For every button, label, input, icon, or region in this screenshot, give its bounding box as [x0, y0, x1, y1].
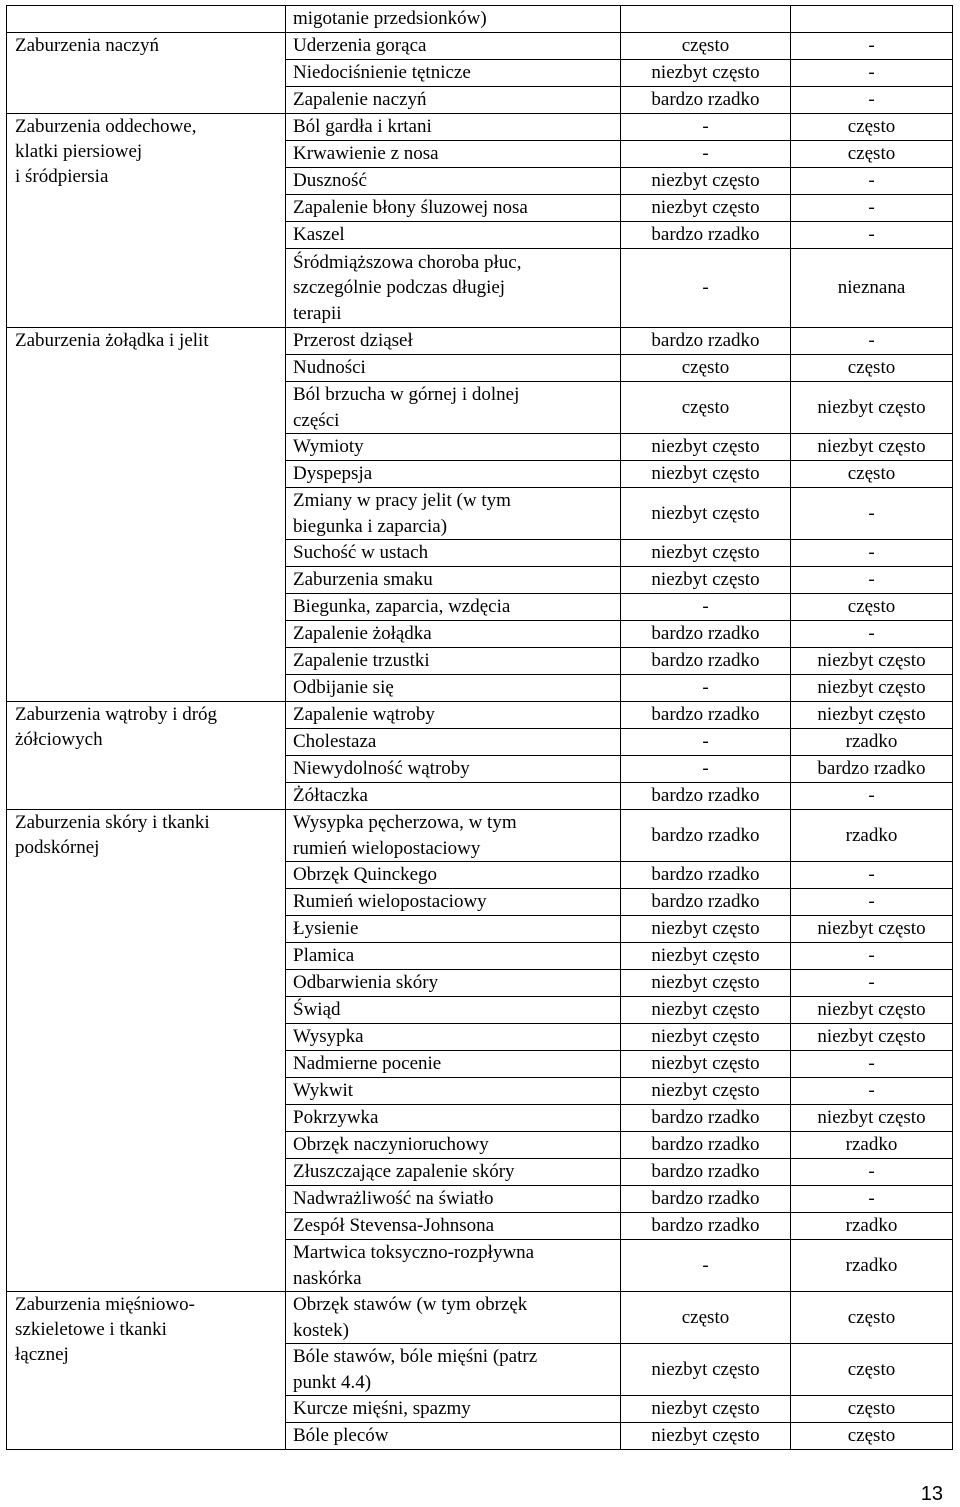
frequency-cell-1: niezbyt często: [621, 567, 791, 594]
frequency-cell-2: rzadko: [791, 810, 953, 862]
frequency-cell-2: -: [791, 783, 953, 810]
effect-text: kostek): [293, 1319, 349, 1341]
frequency-cell-1: niezbyt często: [621, 970, 791, 997]
effect-text: Obrzęk naczynioruchowy: [293, 1134, 489, 1156]
effect-cell: [286, 60, 621, 87]
frequency-cell-2: niezbyt często: [791, 434, 953, 461]
effect-text: Nudności: [293, 357, 366, 379]
frequency-cell-1: -: [621, 249, 791, 328]
page-number: 13: [920, 1482, 943, 1505]
frequency-cell-1: bardzo rzadko: [621, 1159, 791, 1186]
effect-text: Łysienie: [293, 918, 359, 940]
effect-text: Kurcze mięśni, spazmy: [293, 1398, 471, 1420]
frequency-cell-2: -: [791, 621, 953, 648]
frequency-cell-1: bardzo rzadko: [621, 222, 791, 249]
frequency-cell-2: często: [791, 461, 953, 488]
frequency-cell-2: często: [791, 114, 953, 141]
effect-cell: [286, 168, 621, 195]
frequency-cell-1: niezbyt często: [621, 488, 791, 540]
effect-text: Ból brzucha w górnej i dolnej: [293, 384, 520, 406]
frequency-cell-1: niezbyt często: [621, 997, 791, 1024]
table-row: [7, 810, 953, 862]
frequency-cell-1: bardzo rzadko: [621, 889, 791, 916]
frequency-cell-2: niezbyt często: [791, 648, 953, 675]
organ-class-label: Zaburzenia skóry i tkanki podskórnej: [15, 812, 210, 859]
effect-cell: [286, 675, 621, 702]
frequency-cell-2: -: [791, 328, 953, 355]
frequency-cell-2: -: [791, 195, 953, 222]
effect-text: Rumień wielopostaciowy: [293, 891, 487, 913]
effect-text: Śródmiąższowa choroba płuc,: [293, 252, 522, 274]
frequency-cell-2: -: [791, 567, 953, 594]
effect-text: Nadmierne pocenie: [293, 1053, 442, 1075]
effect-cell: [286, 328, 621, 355]
effect-cell: [286, 141, 621, 168]
organ-class-label: Zaburzenia oddechowe, klatki piersiowej i śródpiersia: [15, 116, 197, 188]
frequency-cell-1: niezbyt często: [621, 1396, 791, 1423]
frequency-cell-1: niezbyt często: [621, 60, 791, 87]
frequency-cell-1: bardzo rzadko: [621, 1105, 791, 1132]
effect-cell: [286, 355, 621, 382]
frequency-cell-1: niezbyt często: [621, 168, 791, 195]
table-row: [7, 33, 953, 60]
table-row: [7, 114, 953, 141]
frequency-cell-2: -: [791, 60, 953, 87]
frequency-cell-1: bardzo rzadko: [621, 648, 791, 675]
frequency-cell-2: [791, 6, 953, 33]
frequency-cell-1: -: [621, 756, 791, 783]
effect-text: Bóle stawów, bóle mięśni (patrz: [293, 1346, 538, 1368]
effect-cell: [286, 621, 621, 648]
frequency-cell-2: -: [791, 33, 953, 60]
effect-text: Cholestaza: [293, 731, 377, 753]
effect-cell: [286, 862, 621, 889]
effect-cell: [286, 87, 621, 114]
frequency-cell-2: rzadko: [791, 1213, 953, 1240]
effect-cell: [286, 1344, 621, 1396]
frequency-cell-2: -: [791, 168, 953, 195]
effect-text: Uderzenia gorąca: [293, 35, 427, 57]
effect-text: Suchość w ustach: [293, 542, 429, 564]
effect-cell: [286, 648, 621, 675]
effect-cell: [286, 889, 621, 916]
organ-class-cell: [7, 1292, 286, 1450]
organ-class-cell: [7, 33, 286, 114]
frequency-cell-2: -: [791, 488, 953, 540]
frequency-cell-2: niezbyt często: [791, 916, 953, 943]
organ-class-cell: [7, 702, 286, 810]
effect-cell: [286, 702, 621, 729]
frequency-cell-1: -: [621, 1240, 791, 1292]
frequency-cell-1: bardzo rzadko: [621, 702, 791, 729]
frequency-cell-2: -: [791, 862, 953, 889]
effect-cell: [286, 756, 621, 783]
effect-cell: [286, 1213, 621, 1240]
effect-cell: [286, 540, 621, 567]
effect-text: Żółtaczka: [293, 785, 368, 807]
organ-class-cell: [7, 6, 286, 33]
frequency-cell-1: -: [621, 114, 791, 141]
frequency-cell-2: -: [791, 1078, 953, 1105]
effect-text: części: [293, 409, 340, 431]
effect-cell: [286, 1159, 621, 1186]
frequency-cell-2: rzadko: [791, 1240, 953, 1292]
frequency-cell-2: -: [791, 222, 953, 249]
organ-class-cell: [7, 810, 286, 1292]
frequency-cell-1: niezbyt często: [621, 916, 791, 943]
frequency-cell-2: niezbyt często: [791, 1105, 953, 1132]
frequency-cell-1: niezbyt często: [621, 1078, 791, 1105]
effect-cell: [286, 943, 621, 970]
effect-text: Plamica: [293, 945, 355, 967]
frequency-cell-1: bardzo rzadko: [621, 810, 791, 862]
frequency-cell-1: niezbyt często: [621, 461, 791, 488]
effect-cell: [286, 1105, 621, 1132]
effect-cell: [286, 434, 621, 461]
frequency-cell-1: niezbyt często: [621, 1051, 791, 1078]
effect-text: Nadwrażliwość na światło: [293, 1188, 494, 1210]
effect-text: punkt 4.4): [293, 1371, 372, 1393]
effect-text: Pokrzywka: [293, 1107, 379, 1129]
effect-text: Zapalenie błony śluzowej nosa: [293, 197, 528, 219]
frequency-cell-1: -: [621, 675, 791, 702]
frequency-cell-1: niezbyt często: [621, 195, 791, 222]
frequency-cell-1: niezbyt często: [621, 540, 791, 567]
frequency-cell-1: często: [621, 382, 791, 434]
frequency-cell-2: często: [791, 141, 953, 168]
effect-text: Duszność: [293, 170, 367, 192]
frequency-cell-1: bardzo rzadko: [621, 783, 791, 810]
effect-text: Dyspepsja: [293, 463, 373, 485]
table-row: [7, 6, 953, 33]
effect-text: Wymioty: [293, 436, 364, 458]
table-row: [7, 328, 953, 355]
effect-text: Krwawienie z nosa: [293, 143, 439, 165]
frequency-cell-1: niezbyt często: [621, 434, 791, 461]
effect-text: Zaburzenia smaku: [293, 569, 433, 591]
frequency-cell-2: niezbyt często: [791, 997, 953, 1024]
frequency-cell-2: -: [791, 1051, 953, 1078]
effect-text: biegunka i zaparcia): [293, 515, 448, 537]
effect-text: Zmiany w pracy jelit (w tym: [293, 490, 511, 512]
frequency-cell-1: bardzo rzadko: [621, 87, 791, 114]
frequency-cell-2: często: [791, 1344, 953, 1396]
frequency-cell-2: -: [791, 970, 953, 997]
effect-cell: [286, 488, 621, 540]
frequency-cell-1: niezbyt często: [621, 943, 791, 970]
effect-cell: [286, 1292, 621, 1344]
frequency-cell-1: -: [621, 729, 791, 756]
frequency-cell-2: niezbyt często: [791, 675, 953, 702]
organ-class-label: Zaburzenia żołądka i jelit: [15, 330, 209, 351]
effect-text: Obrzęk stawów (w tym obrzęk: [293, 1294, 528, 1316]
adverse-effects-table: [6, 5, 953, 1450]
effect-cell: [286, 997, 621, 1024]
effect-text: Bóle pleców: [293, 1425, 389, 1447]
effect-cell: [286, 382, 621, 434]
effect-text: Wykwit: [293, 1080, 354, 1102]
effect-cell: [286, 1396, 621, 1423]
effect-text: Odbijanie się: [293, 677, 394, 699]
effect-cell: [286, 1423, 621, 1450]
organ-class-cell: [7, 114, 286, 328]
frequency-cell-1: często: [621, 33, 791, 60]
frequency-cell-2: -: [791, 87, 953, 114]
frequency-cell-1: bardzo rzadko: [621, 862, 791, 889]
effect-cell: [286, 1078, 621, 1105]
frequency-cell-2: -: [791, 943, 953, 970]
frequency-cell-1: często: [621, 1292, 791, 1344]
effect-text: Zapalenie żołądka: [293, 623, 432, 645]
effect-cell: [286, 970, 621, 997]
effect-text: naskórka: [293, 1267, 362, 1289]
effect-text: Zapalenie wątroby: [293, 704, 435, 726]
effect-cell: [286, 1051, 621, 1078]
organ-class-label: Zaburzenia naczyń: [15, 35, 159, 56]
effect-cell: [286, 33, 621, 60]
effect-text: szczególnie podczas długiej: [293, 277, 506, 299]
effect-cell: [286, 222, 621, 249]
effect-cell: [286, 916, 621, 943]
effect-cell: [286, 6, 621, 33]
frequency-cell-1: -: [621, 594, 791, 621]
effect-cell: [286, 810, 621, 862]
effect-text: terapii: [293, 302, 342, 324]
effect-text: Ból gardła i krtani: [293, 116, 432, 138]
frequency-cell-1: [621, 6, 791, 33]
frequency-cell-2: rzadko: [791, 729, 953, 756]
effect-text: Świąd: [293, 999, 341, 1021]
effect-text: Złuszczające zapalenie skóry: [293, 1161, 515, 1183]
organ-class-label: Zaburzenia wątroby i dróg żółciowych: [15, 704, 218, 751]
effect-text: Wysypka: [293, 1026, 364, 1048]
effect-cell: [286, 1132, 621, 1159]
effect-text: migotanie przedsionków): [293, 8, 487, 30]
frequency-cell-2: -: [791, 1186, 953, 1213]
effect-cell: [286, 783, 621, 810]
effect-cell: [286, 1240, 621, 1292]
effect-text: Kaszel: [293, 224, 345, 246]
frequency-cell-2: często: [791, 1292, 953, 1344]
frequency-cell-1: bardzo rzadko: [621, 1213, 791, 1240]
effect-text: Niedociśnienie tętnicze: [293, 62, 471, 84]
frequency-cell-2: często: [791, 1396, 953, 1423]
frequency-cell-1: niezbyt często: [621, 1344, 791, 1396]
effect-text: Zapalenie trzustki: [293, 650, 430, 672]
frequency-cell-2: niezbyt często: [791, 702, 953, 729]
frequency-cell-1: bardzo rzadko: [621, 1186, 791, 1213]
effect-cell: [286, 249, 621, 328]
frequency-cell-2: -: [791, 540, 953, 567]
effect-text: Zespół Stevensa-Johnsona: [293, 1215, 495, 1237]
effect-cell: [286, 1024, 621, 1051]
effect-text: Wysypka pęcherzowa, w tym: [293, 812, 517, 834]
frequency-cell-2: często: [791, 1423, 953, 1450]
frequency-cell-2: niezbyt często: [791, 382, 953, 434]
frequency-cell-1: bardzo rzadko: [621, 621, 791, 648]
effect-text: rumień wielopostaciowy: [293, 837, 481, 859]
effect-text: Odbarwienia skóry: [293, 972, 439, 994]
effect-cell: [286, 1186, 621, 1213]
effect-text: Niewydolność wątroby: [293, 758, 470, 780]
effect-cell: [286, 567, 621, 594]
frequency-cell-1: niezbyt często: [621, 1423, 791, 1450]
effect-cell: [286, 114, 621, 141]
effect-text: Obrzęk Quinckego: [293, 864, 438, 886]
frequency-cell-2: bardzo rzadko: [791, 756, 953, 783]
frequency-cell-1: bardzo rzadko: [621, 328, 791, 355]
frequency-cell-2: niezbyt często: [791, 1024, 953, 1051]
table-row: [7, 702, 953, 729]
effect-cell: [286, 461, 621, 488]
organ-class-label: Zaburzenia mięśniowo- szkieletowe i tkanki łącznej: [15, 1294, 195, 1366]
frequency-cell-2: -: [791, 889, 953, 916]
effect-text: Przerost dziąseł: [293, 330, 413, 352]
frequency-cell-2: -: [791, 1159, 953, 1186]
frequency-cell-1: -: [621, 141, 791, 168]
frequency-cell-1: często: [621, 355, 791, 382]
effect-text: Biegunka, zaparcia, wzdęcia: [293, 596, 511, 618]
frequency-cell-1: bardzo rzadko: [621, 1132, 791, 1159]
table-row: [7, 1292, 953, 1344]
frequency-cell-2: często: [791, 355, 953, 382]
effect-cell: [286, 729, 621, 756]
effect-cell: [286, 195, 621, 222]
frequency-cell-2: często: [791, 594, 953, 621]
organ-class-cell: [7, 328, 286, 702]
effect-text: Martwica toksyczno-rozpływna: [293, 1242, 535, 1264]
frequency-cell-2: rzadko: [791, 1132, 953, 1159]
effect-cell: [286, 594, 621, 621]
effect-text: Zapalenie naczyń: [293, 89, 427, 111]
frequency-cell-1: niezbyt często: [621, 1024, 791, 1051]
frequency-cell-2: nieznana: [791, 249, 953, 328]
